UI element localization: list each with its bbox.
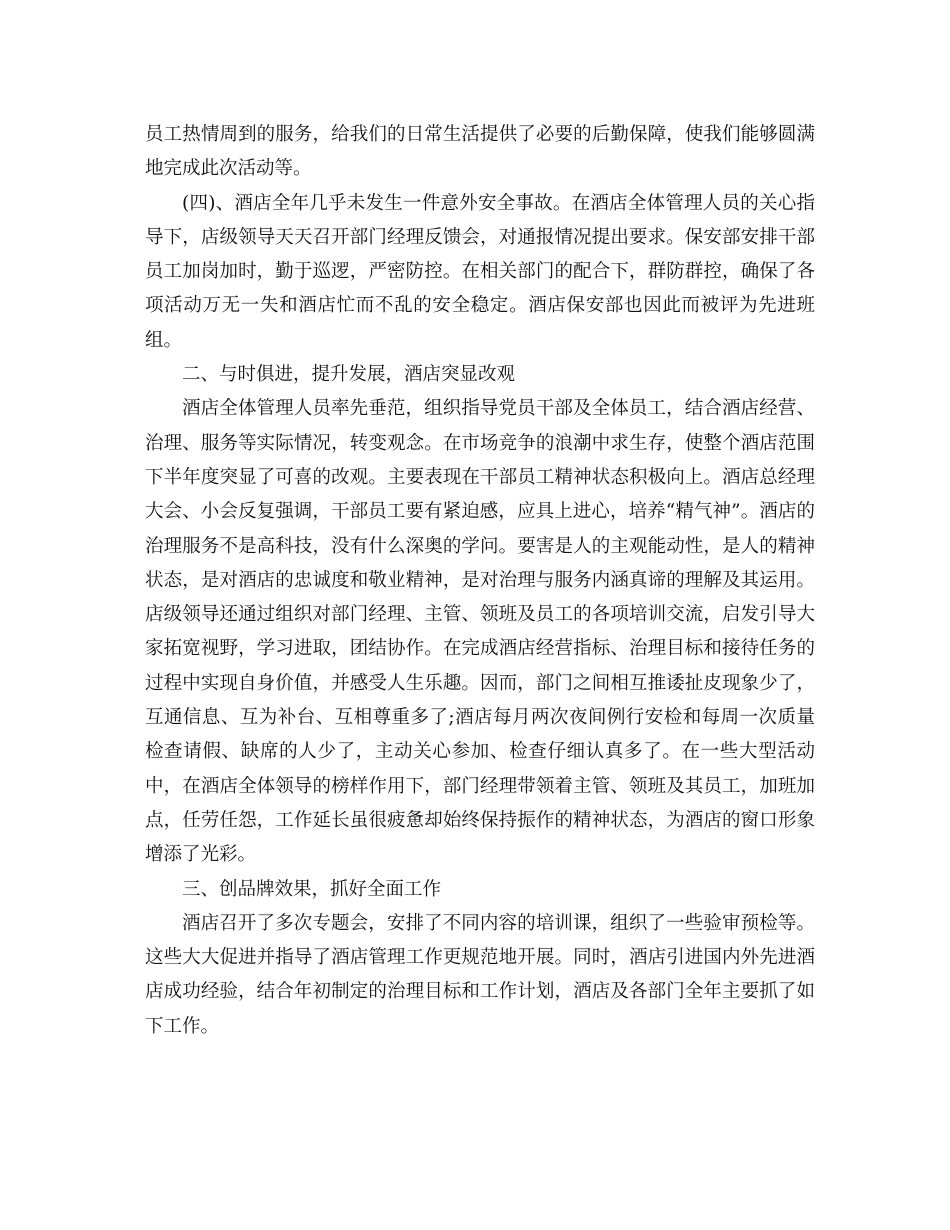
document-body xyxy=(145,118,815,1044)
section-heading-two: 二、与时俱进，提升发展，酒店突显改观 xyxy=(182,364,516,386)
paragraph-safety: (四)、酒店全年几乎未发生一件意外安全事故。在酒店全体管理人员的关心指导下，店级领导天天召开部门经理反馈会，对通报情况提出要求。保安部安排干部员工加岗加时，勤于巡逻，严密防控。在相关部门的配合下，群防群控，确保了各项活动万无一失和酒店忙而不乱的安全稳定。酒店保安部也因此而被评为先进班组。 xyxy=(145,192,815,351)
section-heading-three: 三、创品牌效果，抓好全面工作 xyxy=(182,878,442,900)
paragraph-brand-work: 酒店召开了多次专题会，安排了不同内容的培训课，组织了一些验审预检等。这些大大促进并指导了酒店管理工作更规范地开展。同时，酒店引进国内外先进酒店成功经验，结合年初制定的治理目标和工作计划，酒店及各部门全年主要抓了如下工作。 xyxy=(145,912,815,1037)
paragraph-improvement: 酒店全体管理人员率先垂范，组织指导党员干部及全体员工，结合酒店经营、治理、服务等实际情况，转变观念。在市场竞争的浪潮中求生存，使整个酒店范围下半年度突显了可喜的改观。主要表现在干部员工精神状态积极向上。酒店总经理大会、小会反复强调，干部员工要有紧迫感，应具上进心，培养“精气神”。酒店的治理服务不是高科技，没有什么深奥的学问。要害是人的主观能动性，是人的精神状态，是对酒店的忠诚度和敬业精神，是对治理与服务内涵真谛的理解及其运用。店级领导还通过组织对部门经理、主管、领班及员工的各项培训交流，启发引导大家拓宽视野，学习进取，团结协作。在完成酒店经营指标、治理目标和接待任务的过程中实现自身价值，并感受人生乐趣。因而，部门之间相互推诿扯皮现象少了，互通信息、互为补台、互相尊重多了;酒店每月两次夜间例行安检和每周一次质量检查请假、缺席的人少了，主动关心参加、检查仔细认真多了。在一些大型活动中，在酒店全体领导的榜样作用下，部门经理带领着主管、领班及其员工，加班加点，任劳任怨，工作延长虽很疲惫却始终保持振作的精神状态，为酒店的窗口形象增添了光彩。 xyxy=(145,398,815,866)
paragraph-continuation: 员工热情周到的服务，给我们的日常生活提供了必要的后勤保障，使我们能够圆满地完成此次活动等。 xyxy=(145,124,815,180)
